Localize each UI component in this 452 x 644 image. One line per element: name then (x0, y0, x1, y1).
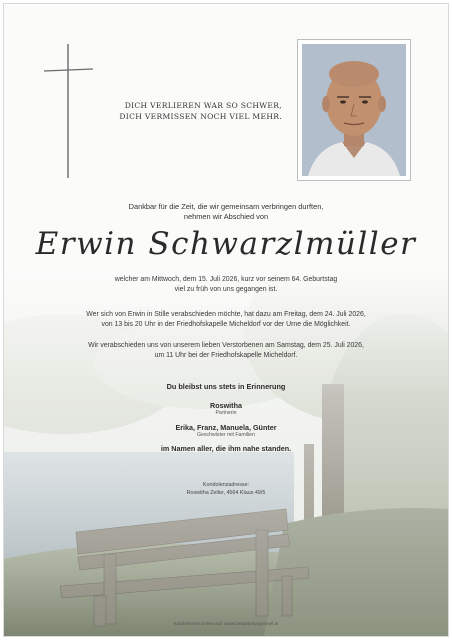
motto-line-1: DICH VERLIEREN WAR SO SCHWER, (124, 101, 282, 110)
motto (64, 100, 282, 122)
motto-line-2: DICH VERMISSEN NOCH VIEL MEHR. (119, 112, 282, 121)
mourner-name: Erika, Franz, Manuela, Günter (175, 423, 277, 432)
remembrance-line: Du bleibst uns stets in Erinnerung (166, 382, 286, 391)
mourner-relation: Geschwister mit Familien (197, 432, 255, 438)
parte-card (4, 4, 448, 636)
paragraph-line: Wer sich von Erwin in Stille verabschieden möchte, hat dazu am Freitag, dem 24. Juli 2026, (86, 311, 366, 318)
deceased-name: Erwin Schwarzlmüller (35, 226, 417, 262)
mourner-name: Roswitha (210, 401, 242, 410)
footer-online-condolence: Kondolenzen online auf: www.bestattung-greimel.at (173, 621, 279, 626)
portrait-image (302, 44, 406, 176)
closing-line: im Namen aller, die ihm nahe standen. (160, 444, 292, 453)
mourner-relation: Partnerin (215, 410, 237, 416)
thanks-line-1: Dankbar für die Zeit, die wir gemeinsam verbringen durften, (128, 202, 324, 211)
condolence-address (4, 481, 448, 497)
paragraph-line: von 13 bis 20 Uhr in der Friedhofskapelle Micheldorf vor der Urne die Möglichkeit. (101, 320, 351, 328)
thanks-text (4, 202, 448, 222)
condolence-value: Roswitha Zeller, 4564 Klaus 49/5 (186, 490, 266, 496)
thanks-line-2: nehmen wir Abschied von (183, 212, 269, 221)
viewing-paragraph (4, 310, 448, 329)
portrait-photo (298, 40, 410, 180)
farewell-paragraph (4, 341, 448, 360)
death-notice-paragraph (4, 275, 448, 294)
condolence-label: Kondolenzadresse: (202, 482, 250, 488)
paragraph-line: welcher am Mittwoch, dem 15. Juli 2026, kurz vor seinem 64. Geburtstag (114, 276, 338, 283)
paragraph-line: um 11 Uhr bei der Friedhofskapelle Micheldorf. (154, 351, 298, 359)
paragraph-line: Wir verabschieden uns von unserem lieben Verstorbenen am Samstag, dem 25. Juli 2026, (88, 342, 364, 349)
paragraph-line: viel zu früh von uns gegangen ist. (174, 285, 278, 293)
